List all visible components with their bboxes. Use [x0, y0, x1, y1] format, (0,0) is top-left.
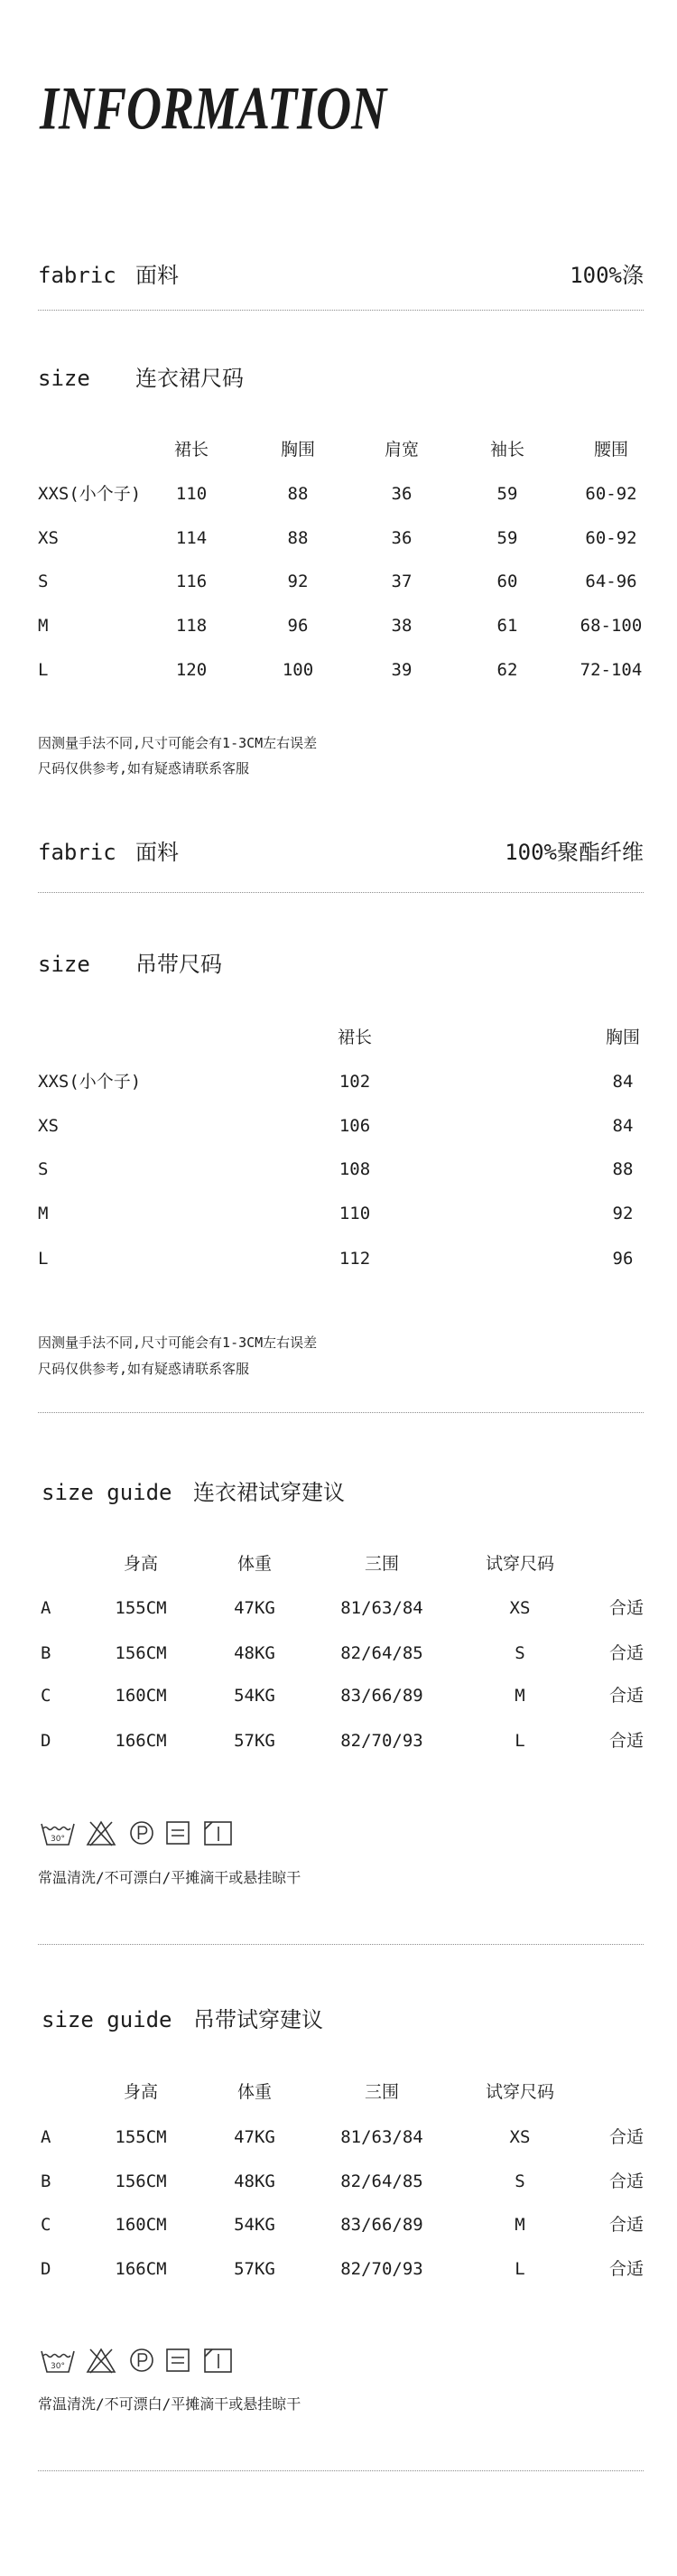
header-shoulder-width: 肩宽: [384, 440, 419, 460]
header-sleeve-length: 袖长: [489, 440, 524, 460]
sleeve-length: 61: [496, 616, 518, 636]
waist: 60-92: [585, 484, 637, 504]
waist: 60-92: [585, 528, 637, 548]
drip-dry-shade-icon: [203, 2346, 234, 2375]
fabric-label: fabric: [38, 840, 116, 865]
table-row: [0, 1112, 677, 1139]
try-on-size: XS: [509, 2127, 531, 2147]
model-height: 155CM: [115, 2127, 167, 2147]
model-measurements: 81/63/84: [340, 2127, 423, 2147]
model-weight: 54KG: [234, 1686, 275, 1706]
header-waist: 腰围: [593, 440, 628, 460]
care-icons: [41, 1818, 275, 1847]
try-on-size: XS: [509, 1598, 531, 1618]
model-weight: 47KG: [234, 1598, 275, 1618]
shoulder-width: 36: [391, 528, 413, 548]
table-row: [0, 2168, 677, 2195]
no-bleach-icon: [86, 2346, 116, 2375]
header-skirt-length: 裙长: [337, 1028, 372, 1047]
skirt-length: 110: [175, 484, 208, 504]
model-measurements: 82/64/85: [340, 2171, 423, 2191]
shoulder-width: 37: [391, 572, 413, 591]
model-measurements: 82/70/93: [340, 2259, 423, 2279]
bust: 96: [287, 616, 309, 636]
bust: 100: [282, 660, 314, 680]
model-height: 160CM: [115, 1686, 167, 1706]
try-on-size: L: [515, 2259, 525, 2279]
no-bleach-icon: [86, 1818, 116, 1847]
size-table-header: [0, 436, 677, 463]
care-icons: [41, 2346, 275, 2375]
skirt-length: 116: [175, 572, 208, 591]
table-row: [0, 1068, 677, 1095]
skirt-length: 112: [338, 1249, 371, 1269]
skirt-length: 102: [338, 1072, 371, 1092]
skirt-length: 114: [175, 528, 208, 548]
size-name: S: [38, 1159, 49, 1179]
fabric-label-cn: 面料: [135, 840, 179, 865]
skirt-length: 106: [338, 1116, 371, 1136]
model-id: C: [41, 2215, 51, 2235]
model-id: C: [41, 1686, 51, 1706]
size-guide-header: [0, 1550, 677, 1577]
model-measurements: 83/66/89: [340, 1686, 423, 1706]
bust: 84: [612, 1116, 634, 1136]
wash-30-icon: [41, 1818, 75, 1847]
size-guide-heading-camisole: [0, 2006, 677, 2033]
dry-clean-icon: [129, 2346, 154, 2375]
fabric-value: 100%涤: [570, 263, 644, 288]
size-guide-label: size guide: [42, 1480, 172, 1505]
table-row: [0, 2255, 677, 2283]
model-id: B: [41, 1643, 51, 1663]
skirt-length: 120: [175, 660, 208, 680]
waist: 72-104: [580, 660, 643, 680]
shoulder-width: 38: [391, 616, 413, 636]
table-row: [0, 1640, 677, 1667]
bust: 84: [612, 1072, 634, 1092]
header-skirt-length: 裙长: [173, 440, 209, 460]
model-id: D: [41, 2259, 51, 2279]
care-instructions: 常温清洗/不可漂白/平摊滴干或悬挂晾干: [38, 1869, 301, 1886]
model-id: A: [41, 1598, 51, 1618]
fit-result: 合适: [608, 2259, 644, 2279]
bust: 92: [612, 1204, 634, 1223]
size-name: XS: [38, 1116, 59, 1136]
size-label-cn: 吊带尺码: [135, 952, 222, 977]
size-label: size: [38, 366, 90, 391]
size-label: size: [38, 952, 90, 977]
model-height: 156CM: [115, 1643, 167, 1663]
header-measurements: 三围: [364, 2082, 399, 2102]
fit-result: 合适: [608, 1598, 644, 1618]
table-row: [0, 1200, 677, 1227]
bust: 88: [287, 484, 309, 504]
model-height: 166CM: [115, 2259, 167, 2279]
skirt-length: 108: [338, 1159, 371, 1179]
size-name: XS: [38, 528, 59, 548]
fabric-label-cn: 面料: [135, 263, 179, 288]
size-table-header: [0, 1024, 677, 1051]
table-row: [0, 2124, 677, 2151]
waist: 68-100: [580, 616, 643, 636]
shoulder-width: 36: [391, 484, 413, 504]
size-name: L: [38, 1249, 49, 1269]
divider: [38, 310, 644, 311]
try-on-size: L: [515, 1731, 525, 1751]
model-id: D: [41, 1731, 51, 1751]
bust: 92: [287, 572, 309, 591]
drip-dry-shade-icon: [203, 1818, 234, 1847]
bust: 96: [612, 1249, 634, 1269]
size-name: XXS(小个子): [38, 484, 142, 504]
model-id: B: [41, 2171, 51, 2191]
size-name: XXS(小个子): [38, 1072, 142, 1092]
sleeve-length: 60: [496, 572, 518, 591]
reference-note: 尺码仅供参考,如有疑惑请联系客服: [38, 760, 250, 777]
header-height: 身高: [123, 2082, 158, 2102]
size-guide-label: size guide: [42, 2007, 172, 2032]
dry-clean-icon: [129, 1818, 154, 1847]
table-row: [0, 1727, 677, 1754]
dry-flat-icon: [165, 1818, 190, 1847]
wash-temperature: 30°: [51, 2362, 65, 2371]
fabric-label: fabric: [38, 263, 116, 288]
model-measurements: 82/64/85: [340, 1643, 423, 1663]
model-weight: 54KG: [234, 2215, 275, 2235]
size-name: S: [38, 572, 49, 591]
header-try-on-size: 试穿尺码: [485, 2082, 554, 2102]
measurement-note: 因测量手法不同,尺寸可能会有1-3CM左右误差: [38, 1334, 318, 1351]
skirt-length: 118: [175, 616, 208, 636]
divider: [38, 892, 644, 893]
header-height: 身高: [123, 1554, 158, 1574]
size-name: M: [38, 1204, 49, 1223]
model-weight: 47KG: [234, 2127, 275, 2147]
table-row: [0, 568, 677, 595]
model-height: 156CM: [115, 2171, 167, 2191]
fit-result: 合适: [608, 1686, 644, 1706]
model-height: 160CM: [115, 2215, 167, 2235]
table-row: [0, 612, 677, 639]
header-bust: 胸围: [605, 1028, 640, 1047]
size-name: L: [38, 660, 49, 680]
table-row: [0, 656, 677, 684]
try-on-size: M: [515, 2215, 525, 2235]
fit-result: 合适: [608, 1731, 644, 1751]
model-measurements: 81/63/84: [340, 1598, 423, 1618]
sleeve-length: 59: [496, 484, 518, 504]
table-row: [0, 1156, 677, 1183]
table-row: [0, 480, 677, 507]
size-guide-heading-dress: [0, 1479, 677, 1506]
reference-note: 尺码仅供参考,如有疑惑请联系客服: [38, 1361, 250, 1377]
try-on-size: S: [515, 1643, 525, 1663]
model-height: 166CM: [115, 1731, 167, 1751]
table-row: [0, 2211, 677, 2238]
table-row: [0, 1245, 677, 1272]
model-measurements: 83/66/89: [340, 2215, 423, 2235]
size-name: M: [38, 616, 49, 636]
header-weight: 体重: [236, 1554, 272, 1574]
waist: 64-96: [585, 572, 637, 591]
bust: 88: [287, 528, 309, 548]
skirt-length: 110: [338, 1204, 371, 1223]
page-title: INFORMATION: [40, 74, 387, 143]
try-on-size: M: [515, 1686, 525, 1706]
fit-result: 合适: [608, 2215, 644, 2235]
size-label-cn: 连衣裙尺码: [135, 366, 244, 391]
size-heading-dress: [0, 365, 677, 392]
care-instructions: 常温清洗/不可漂白/平摊滴干或悬挂晾干: [38, 2395, 301, 2413]
table-row: [0, 1595, 677, 1622]
model-measurements: 82/70/93: [340, 1731, 423, 1751]
fit-result: 合适: [608, 1643, 644, 1663]
model-weight: 57KG: [234, 1731, 275, 1751]
bust: 88: [612, 1159, 634, 1179]
fabric-row-dress: [0, 262, 677, 289]
model-height: 155CM: [115, 1598, 167, 1618]
model-id: A: [41, 2127, 51, 2147]
dry-flat-icon: [165, 2346, 190, 2375]
wash-30-icon: [41, 2346, 75, 2375]
size-guide-label-cn: 连衣裙试穿建议: [193, 1480, 345, 1505]
size-heading-camisole: [0, 951, 677, 978]
wash-temperature: 30°: [51, 1835, 65, 1844]
header-bust: 胸围: [280, 440, 315, 460]
size-guide-label-cn: 吊带试穿建议: [193, 2007, 323, 2032]
divider: [38, 1944, 644, 1945]
header-measurements: 三围: [364, 1554, 399, 1574]
measurement-note: 因测量手法不同,尺寸可能会有1-3CM左右误差: [38, 735, 318, 751]
model-weight: 57KG: [234, 2259, 275, 2279]
model-weight: 48KG: [234, 1643, 275, 1663]
divider: [38, 2470, 644, 2471]
fabric-row-camisole: [0, 839, 677, 866]
fit-result: 合适: [608, 2171, 644, 2191]
sleeve-length: 59: [496, 528, 518, 548]
size-guide-header: [0, 2078, 677, 2106]
table-row: [0, 1682, 677, 1709]
try-on-size: S: [515, 2171, 525, 2191]
fit-result: 合适: [608, 2127, 644, 2147]
fabric-value: 100%聚酯纤维: [505, 840, 644, 865]
divider: [38, 1412, 644, 1413]
model-weight: 48KG: [234, 2171, 275, 2191]
shoulder-width: 39: [391, 660, 413, 680]
sleeve-length: 62: [496, 660, 518, 680]
header-weight: 体重: [236, 2082, 272, 2102]
header-try-on-size: 试穿尺码: [485, 1554, 554, 1574]
table-row: [0, 525, 677, 552]
